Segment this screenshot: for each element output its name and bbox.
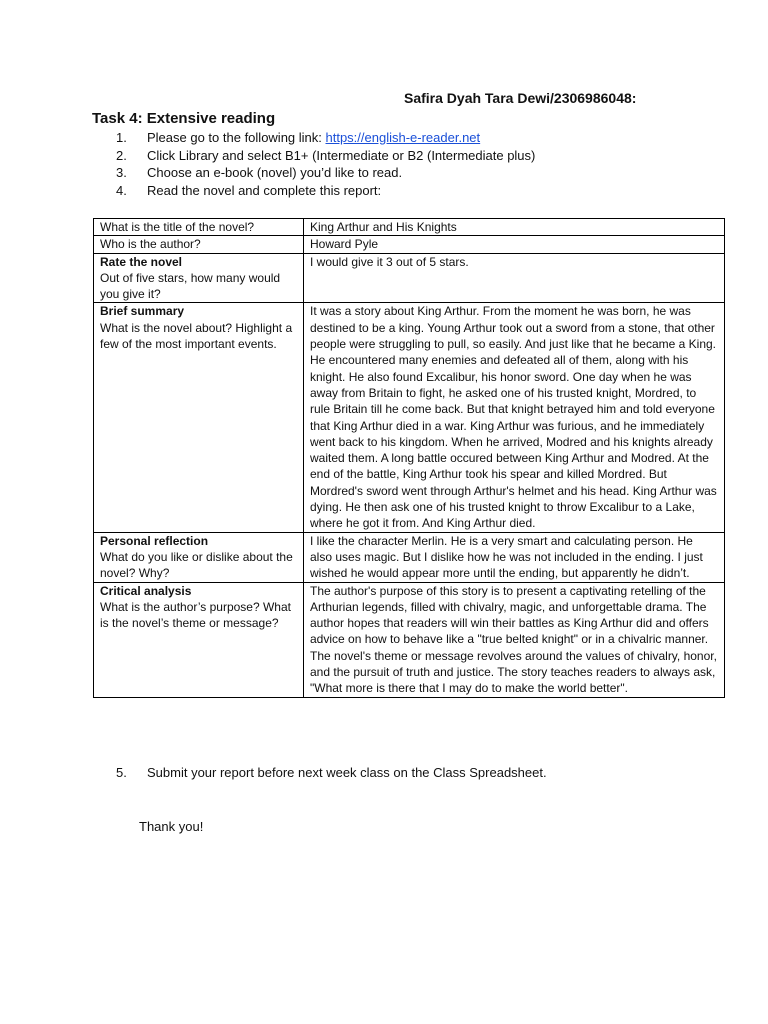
table-row [94,219,725,236]
list-number: 1. [116,130,127,145]
list-item [108,164,535,182]
list-item [108,147,535,165]
list-item-text: Submit your report before next week class on the Class Spreadsheet. [147,765,547,780]
answer-cell: I would give it 3 out of 5 stars. [304,253,725,303]
list-item-text: Please go to the following link: [147,130,326,145]
list-number: 5. [116,765,127,780]
question-cell [94,532,304,582]
task-title: Task 4: Extensive reading [92,110,276,127]
list-item [108,765,547,780]
question-text: What is the author’s purpose? What is the novel’s theme or message? [100,599,291,631]
section-heading: Critical analysis [100,583,192,598]
answer-cell: I like the character Merlin. He is a very smart and calculating person. He also uses magic. But I dislike how he was not included in the ending. I just wished he would appear more until the ending, but apparently he didn’t. [304,532,725,582]
list-item-text: Choose an e-book (novel) you’d like to read. [147,165,403,180]
list-item [108,182,535,200]
question-text: Out of five stars, how many would you give it? [100,270,281,302]
student-name-id: Safira Dyah Tara Dewi/2306986048: [404,90,637,106]
question-cell [94,253,304,303]
closing-text: Thank you! [139,819,204,834]
list-number: 4. [116,182,127,198]
table-row [94,253,725,303]
list-item-text: Click Library and select B1+ (Intermediate or B2 (Intermediate plus) [147,147,536,163]
list-number: 3. [116,165,127,180]
question-text: What is the novel about? Highlight a few of the most important events. [100,320,293,352]
table-row [94,303,725,532]
section-heading: Rate the novel [100,254,183,269]
table-row [94,532,725,582]
question-cell: What is the title of the novel? [94,219,304,236]
section-heading: Brief summary [100,304,185,319]
instruction-list [108,129,535,199]
question-cell [94,303,304,532]
answer-cell: The author's purpose of this story is to present a captivating retelling of the Arthurian legends, filled with chivalry, magic, and unforgettable drama. The author hopes that readers will win their battles as King Arthur did and offers advice on how to behave like a "true belted knight" or in a chivalric manner. The novel's theme or message revolves around the values of chivalry, honor, and the pursuit of truth and justice. The story teaches readers to always ask, "What more is there that I may do to make the world better". [304,582,725,697]
answer-cell: King Arthur and His Knights [304,219,725,236]
section-heading: Personal reflection [100,533,209,548]
list-number: 2. [116,147,127,163]
question-text: What do you like or dislike about the novel? Why? [100,549,293,581]
english-e-reader-link[interactable]: https://english-e-reader.net [325,130,481,145]
table-row [94,236,725,253]
question-cell: Who is the author? [94,236,304,253]
list-item-text: Read the novel and complete this report: [147,182,382,198]
question-cell [94,582,304,697]
report-table [93,218,725,698]
list-item [108,129,535,147]
table-row [94,582,725,697]
answer-cell: Howard Pyle [304,236,725,253]
answer-cell: It was a story about King Arthur. From the moment he was born, he was destined to be a king. Young Arthur took out a sword from a stone, that other people were struggling to pull, so easily. And just like that he became a King. He encountered many enemies and defeated all of them, along with his knight. He also found Excalibur, his honor sword. One day when he was away from Britain to fight, he asked one of his trusted knight, Mordred, to rule Britain till he come back. But that knight betrayed him and told everyone that King Arthur died in a war. King Arthur was furious, and he immediately went back to his kingdom. When he arrived, Modred and his knights already waited them. A long battle occured between King Arthur and Modred. At the end of the battle, King Arthur took his spear and killed Mordred. But Mordred's sword went through Arthur's helmet and his head. King Arthur was dying. He then ask one of his trusted knight to throw Excalibur to a Lake, where he got it from. And King Arthur died. [304,303,725,532]
